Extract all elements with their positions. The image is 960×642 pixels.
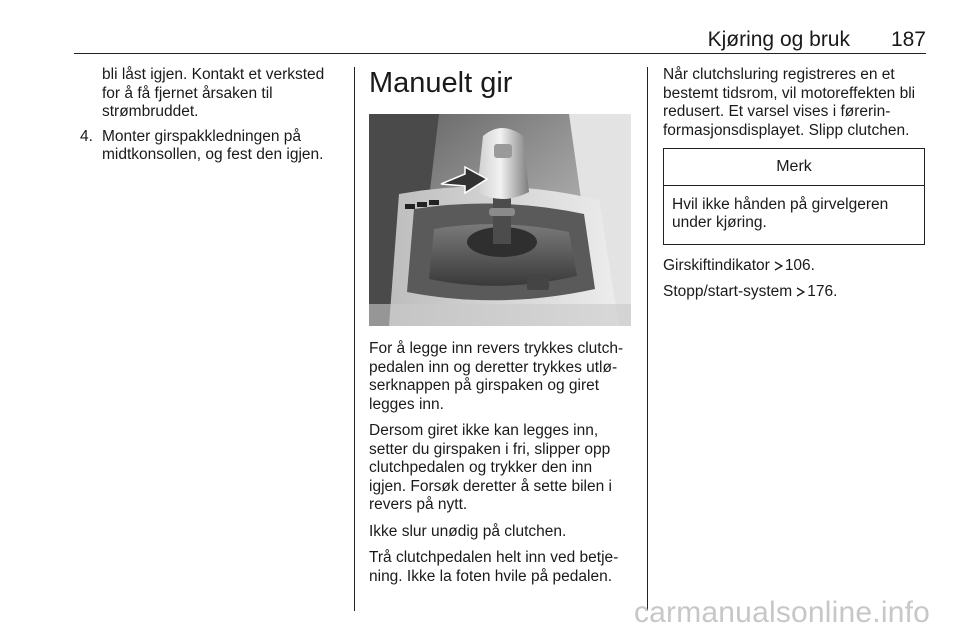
header-rule [74,53,926,54]
text-line: strømbruddet. [102,103,199,120]
page-number: 187 [890,28,926,51]
note-box [663,148,925,245]
paragraph: Når clutchsluring registreres en et bestemt tidsrom, vil motoreffekten bli redusert. Et varsel vises i førerin- formasjonsdisplayet. Slipp clutchen. [663,66,916,139]
cross-reference[interactable]: Girskiftindikator 106. [663,256,815,274]
gear-shifter-photo [369,114,631,326]
text-line: Monter girspakkledningen på [102,127,302,145]
text-line: bli låst igjen. Kontakt et verksted [102,66,325,83]
header-title: Kjøring og bruk [707,28,850,51]
list-number: 4. [80,127,93,145]
page-reference-icon [796,287,805,297]
column-left [74,66,346,165]
page-reference-icon [774,261,783,271]
paragraph: Dersom giret ikke kan legges inn, setter du girspaken i fri, slipper opp clutchpedalen og trykker den inn igjen. Forsøk deretter å sette bilen i revers på nytt. [369,422,612,513]
paragraph: Trå clutchpedalen helt inn ved betje- ning. Ikke la foten hvile på pedalen. [369,549,619,585]
note-body: Hvil ikke hånden på girvelgeren under kjøring. [672,195,889,231]
note-heading: Merk [664,149,924,186]
paragraph: For å legge inn revers trykkes clutch- pedalen inn og deretter trykkes utlø- serknappen på girspaken og giret legges inn. [369,340,624,413]
section-title: Manuelt gir [369,67,513,99]
text-line: for å få fjernet årsaken til [102,84,273,102]
continued-text [74,66,346,122]
list-item-4 [74,128,346,165]
column-right [663,66,925,310]
watermark: carmanualsonline.info [633,596,930,629]
paragraph: Ikke slur unødig på clutchen. [369,522,567,540]
cross-reference[interactable]: Stopp/start-system 176. [663,283,838,300]
column-divider-right [647,67,648,611]
column-divider-left [354,67,355,611]
text-line: midtkonsollen, og fest den igjen. [102,146,324,163]
column-middle [369,66,633,594]
